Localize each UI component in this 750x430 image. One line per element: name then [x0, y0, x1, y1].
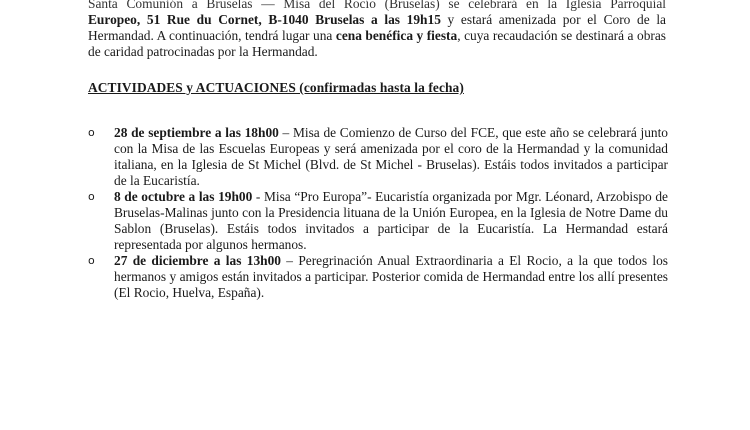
intro-paragraph	[88, 0, 666, 60]
bullet-icon: o	[88, 254, 95, 267]
activities-list	[88, 125, 668, 301]
list-item	[88, 253, 668, 301]
list-item	[88, 189, 668, 253]
activity-text: – Peregrinación Anual Extraordinaria a El Rocio, a la que todos los hermanos y amigos están invitados a participar. Posterior comida de Hermandad entre los allí presentes (El Rocio, Huelva, España).	[114, 253, 669, 300]
section-title: ACTIVIDADES y ACTUACIONES (confirmadas hasta la fecha)	[88, 80, 464, 95]
intro-cut-line: Santa Comunión a Bruselas — Misa del Rocío (Bruselas) se celebrará en la Iglesia Parroquial	[88, 0, 666, 11]
bullet-icon: o	[88, 126, 95, 139]
intro-dinner: cena benéfica y fiesta	[335, 28, 458, 43]
intro-text-rest: y estará amenizada por el Coro de la Hermandad. A continuación, tendrá lugar una	[88, 12, 666, 43]
activity-date: 8 de octubre a las 19h00	[114, 189, 253, 204]
activity-text: - Misa “Pro Europa”- Eucaristía organizada por Mgr. Léonard, Arzobispo de Bruselas-Malinas junto con la Presidencia lituana de la Unión Europea, en la Iglesia de Notre Dame du Sablon (Bruselas). Estáis todos invitados a participar de la Eucaristía. La Hermandad estará representada por algunos hermanos.	[114, 189, 668, 252]
intro-text	[88, 12, 666, 60]
list-item	[88, 125, 668, 189]
activity-text: – Misa de Comienzo de Curso del FCE, que este año se celebrará junto con la Misa de las Escuelas Europeas y será amenizada por el coro de la Hermandad y la comunidad italiana, en la Iglesia de St Michel (Blvd. de St Michel - Bruselas). Estáis todos invitados a participar de la Eucaristía.	[114, 125, 669, 188]
activity-date: 27 de diciembre a las 13h00	[114, 253, 281, 268]
bullet-icon: o	[88, 190, 95, 203]
activity-date: 28 de septiembre a las 18h00	[114, 125, 279, 140]
intro-text-tail: , cuya recaudación se destinará a obras de caridad patrocinadas por la Hermandad.	[88, 28, 667, 59]
intro-address: Europeo, 51 Rue du Cornet, B-1040 Bruselas a las 19h15	[88, 12, 441, 27]
